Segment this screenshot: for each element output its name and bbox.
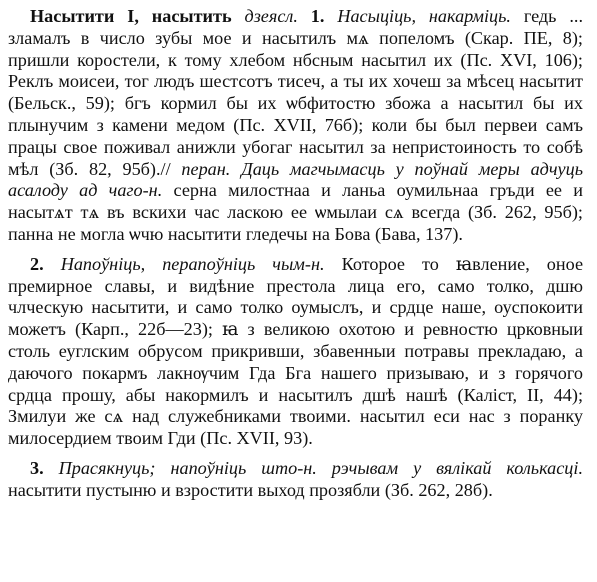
part-of-speech: дзеясл. [244, 6, 298, 26]
sense-3-gloss: Прасякнуць; напоўніць што-н. рэчывам у вялікай колькасці. [58, 457, 584, 478]
sense-2 [8, 254, 583, 450]
sense-1-figurative-citations: серна милостнаа и ланьа оумильнаа гръди ее и насытѧт тѧ въ вскихи час ласкою ее ѡмылаи сѧ всегда (Зб. 262, 95б); панна не могла ѡчю насытити гледечы на Бова (Бава, 137). [8, 180, 583, 244]
sense-1-figurative-gloss: перан. Даць магчымасць у поўнай меры адчуць асалоду ад чаго-н. [8, 158, 583, 201]
sense-2-citations: Которое то ꙗвление, оное премирное славы, и видѣние престола лица его, само толко, дшю члческую насытити, и само толко оумыслъ, и срдце наше, оуспокоити можетъ (Карп., 22б—23); ꙗ з великою охотою и ревностю црковныи столь еуглским обрусом прикривши, збавенныи потравы прекладаю, а даючого покармъ лакнѹчим Гда Бга нашего призываю, и з горячого срдца прошу, абы накормилъ и насытилъ дшѣ нашѣ (Каліст, II, 44); Змилуи же сѧ над служебниками твоими. насытил еси нас з поранку милосердием твоим Гди (Пс. XVII, 93). [8, 253, 584, 449]
sense-1 [8, 6, 583, 246]
sense-3-citations: насытити пустыню и взростити выход прозябли (Зб. 262, 28б). [8, 479, 493, 500]
sense-1-gloss: Насыціць, накарміць. [337, 6, 511, 26]
sense-2-paragraph [8, 254, 583, 450]
sense-3 [8, 458, 583, 502]
sense-1-paragraph [8, 6, 583, 246]
sense-2-number: 2. [30, 253, 44, 274]
headword: Насытити I, насытить [30, 6, 232, 26]
sense-3-number: 3. [30, 457, 44, 478]
sense-1-citations: гедь ... зламалъ в число зубы мое и насытилъ мѧ попеломъ (Скар. ПЕ, 8); пришли коростели, к тому хлебом нбсным насытил их (Пс. XVI, 106); Реклъ моисеи, тог людъ шестсотъ тисеч, а ты их хочеш за мѣсец насытит (Бельск., 59); бгъ кормил бы их ѡбфитостю збожа а насытил бы их плынучим з камени медом (Пс. XVII, 76б); коли бы был первеи самъ працы свое поживал анижли убогаг насытил за непристоиность то собѣ мѣл (Зб. 82, 95б).// [8, 6, 584, 179]
sense-3-paragraph [8, 458, 583, 502]
sense-2-gloss: Напоўніць, перапоўніць чым-н. [60, 253, 325, 274]
sense-1-number: 1. [310, 6, 325, 26]
